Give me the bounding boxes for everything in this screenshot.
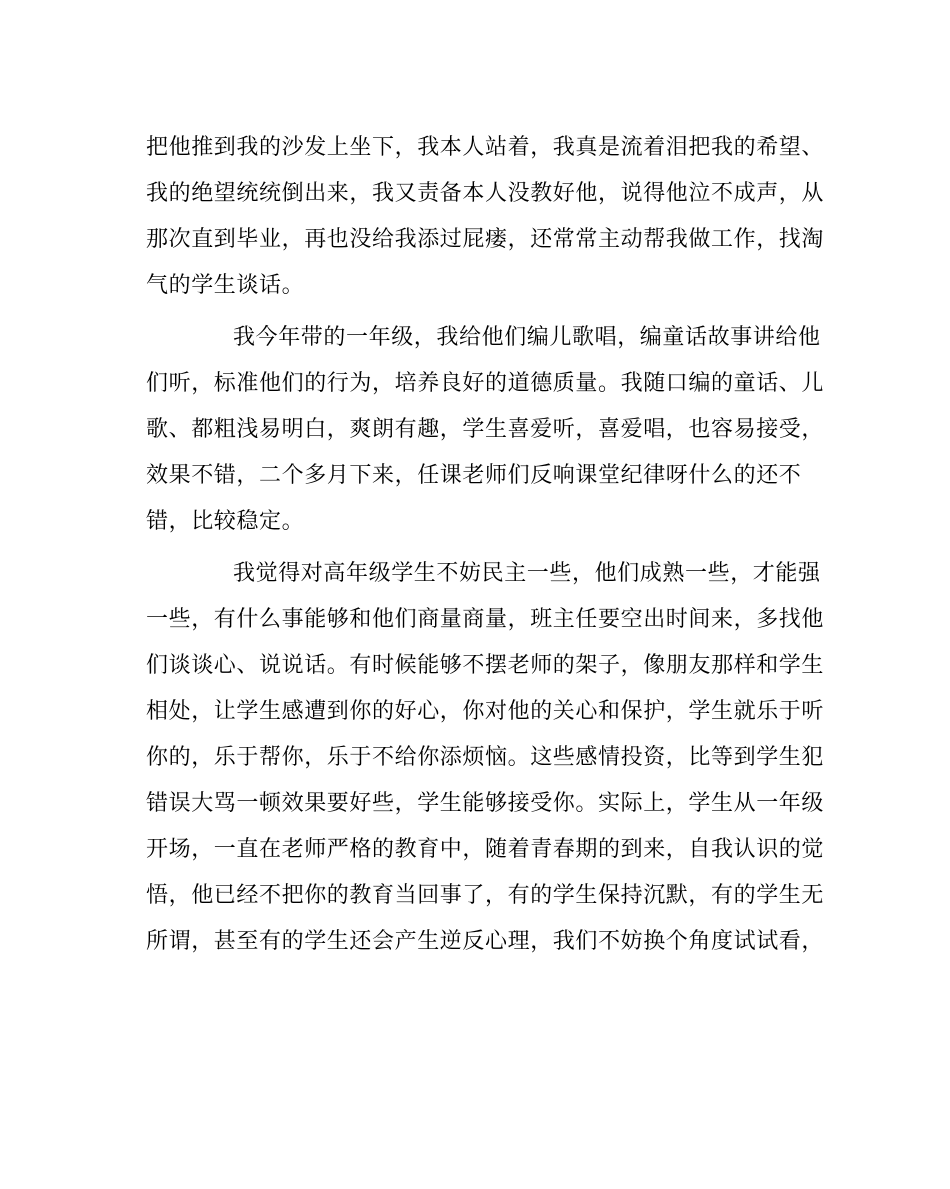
text-line: 歌、都粗浅易明白，爽朗有趣，学生喜爱听，喜爱唱，也容易接受， <box>146 417 825 442</box>
text-line: 一些，有什么事能够和他们商量商量，班主任要空出时间来，多找他 <box>146 607 825 632</box>
text-line: 那次直到毕业，再也没给我添过屁瘘，还常常主动帮我做工作，找淘 <box>146 227 825 252</box>
text-line: 我今年带的一年级，我给他们编儿歌唱，编童话故事讲给他 <box>233 325 821 350</box>
text-line: 把他推到我的沙发上坐下，我本人站着，我真是流着泪把我的希望、 <box>146 135 825 160</box>
text-line: 气的学生谈话。 <box>146 273 305 298</box>
text-line: 我觉得对高年级学生不妨民主一些，他们成熟一些，才能强 <box>233 561 821 586</box>
text-line: 们谈谈心、说说话。有时候能够不摆老师的架子，像朋友那样和学生 <box>146 653 825 678</box>
text-line: 效果不错，二个多月下来，任课老师们反响课堂纪律呀什么的还不 <box>146 463 802 488</box>
text-line: 开场，一直在老师严格的教育中，随着青春期的到来，自我认识的觉 <box>146 837 825 862</box>
text-line: 你的，乐于帮你，乐于不给你添烦恼。这些感情投资，比等到学生犯 <box>146 745 825 770</box>
text-line: 相处，让学生感遭到你的好心，你对他的关心和保护，学生就乐于听 <box>146 699 825 724</box>
text-line: 所谓，甚至有的学生还会产生逆反心理，我们不妨换个角度试试看， <box>146 929 825 954</box>
text-line: 们听，标准他们的行为，培养良好的道德质量。我随口编的童话、儿 <box>146 371 825 396</box>
text-line: 错，比较稳定。 <box>146 509 305 534</box>
text-line: 错误大骂一顿效果要好些，学生能够接受你。实际上，学生从一年级 <box>146 791 825 816</box>
text-line: 我的绝望统统倒出来，我又责备本人没教好他，说得他泣不成声，从 <box>146 181 825 206</box>
text-line: 悟，他已经不把你的教育当回事了，有的学生保持沉默，有的学生无 <box>146 883 825 908</box>
